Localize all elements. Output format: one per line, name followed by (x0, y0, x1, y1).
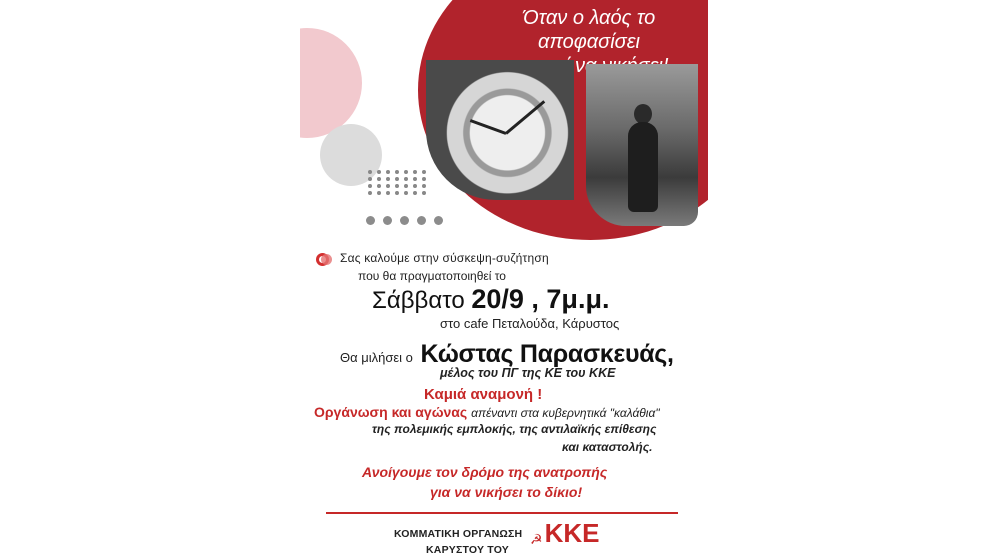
decorative-dot-row (366, 216, 443, 225)
speaker-role: μέλος του ΠΓ της ΚΕ του ΚΚΕ (440, 366, 616, 380)
slogan-line-2: Ανοίγουμε τον δρόμο της ανατροπής (362, 464, 608, 480)
footer-divider (326, 512, 678, 514)
org-line-1: ΚΟΜΜΑΤΙΚΗ ΟΡΓΑΝΩΣΗ (394, 528, 523, 540)
date-day: Σάββατο (372, 287, 465, 314)
decorative-dot-grid (368, 170, 428, 195)
kke-logo (530, 520, 599, 546)
slogan-line-3: για να νικήσει το δίκιο! (430, 484, 583, 500)
hammer-sickle-icon: ☭ (530, 531, 543, 547)
speaker-line (340, 340, 674, 369)
double-circle-icon (316, 253, 332, 269)
invite-line-1: Σας καλούμε στην σύσκεψη-συζήτηση (340, 251, 549, 265)
event-date (372, 284, 609, 315)
poster (300, 0, 708, 560)
org-line-2: ΚΑΡΥΣΤΟΥ ΤΟΥ (426, 544, 509, 556)
invite-line-2: που θα πραγματοποιηθεί το (358, 269, 506, 283)
decorative-pink-circle (300, 28, 362, 138)
slogan-no-waiting: Καμιά αναμονή ! (424, 386, 543, 403)
body-line-1 (314, 404, 660, 420)
logo-text: ΚΚΕ (544, 518, 600, 548)
body-line-1-rest: απέναντι στα κυβερνητικά "καλάθια" (471, 406, 660, 420)
body-line-1-highlight: Οργάνωση και αγώνας (314, 404, 468, 420)
speaker-name: Κώστας Παρασκευάς, (420, 340, 674, 368)
body-line-3: και καταστολής. (562, 440, 653, 454)
war-photo (586, 64, 698, 226)
event-venue: στο cafe Πεταλούδα, Κάρυστος (440, 316, 620, 331)
body-line-2: της πολεμικής εμπλοκής, της αντιλαϊκής επίθεσης (372, 422, 657, 436)
date-value: 20/9 , 7μ.μ. (471, 284, 610, 314)
clock-photo (426, 60, 574, 200)
title-line-1: Όταν ο λαός το αποφασίσει (522, 7, 656, 53)
speaker-intro: Θα μιλήσει ο (340, 350, 413, 365)
